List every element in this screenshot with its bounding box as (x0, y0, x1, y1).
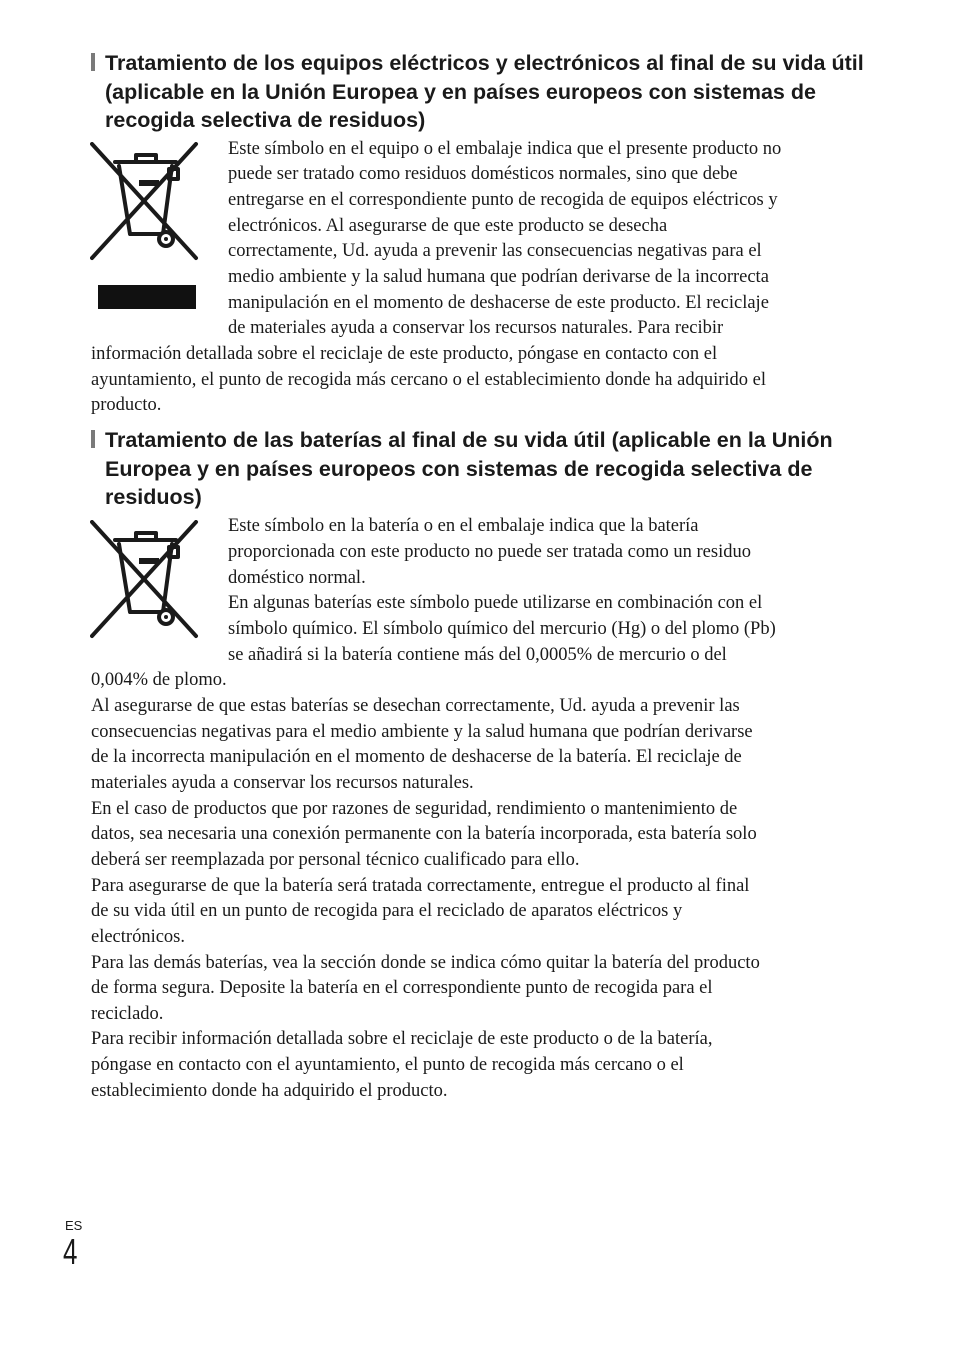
text-line: Al asegurarse de que estas baterías se desechan correctamente, Ud. ayuda a prevenir las (91, 696, 740, 716)
text-line: En el caso de productos que por razones de seguridad, rendimiento o mantenimiento de (91, 799, 738, 819)
text-line: electrónicos. Al asegurarse de que este producto se desecha (228, 216, 668, 236)
text-line: póngase en contacto con el ayuntamiento, el punto de recogida más cercano o el (91, 1055, 684, 1075)
text-line: de materiales ayuda a conservar los recursos naturales. Para recibir (228, 318, 724, 338)
text-line: de su vida útil en un punto de recogida para el reciclado de aparatos eléctricos y (91, 901, 683, 921)
crossed-out-wheelie-bin-icon (90, 520, 200, 640)
text-line: puede ser tratado como residuos domésticos normales, sino que debe (228, 164, 738, 184)
text-line: de forma segura. Deposite la batería en el correspondiente punto de recogida para el (91, 978, 713, 998)
text-line: de la incorrecta manipulación en el momento de deshacerse de la batería. El reciclaje de (91, 747, 742, 767)
section-marker (91, 430, 95, 448)
crossed-out-wheelie-bin-icon (90, 142, 200, 314)
text-line: Este símbolo en la batería o en el embalaje indica que la batería (228, 516, 699, 536)
text-line: materiales ayuda a conservar los recursos naturales. (91, 773, 474, 793)
text-line: Este símbolo en el equipo o el embalaje indica que el presente producto no (228, 139, 782, 159)
text-line: proporcionada con este producto no puede ser tratada como un residuo (228, 542, 751, 562)
text-line: manipulación en el momento de deshacerse de este producto. El reciclaje (228, 293, 769, 313)
text-line: símbolo químico. El símbolo químico del mercurio (Hg) o del plomo (Pb) (228, 619, 776, 639)
text-line: medio ambiente y la salud humana que podrían derivarse de la incorrecta (228, 267, 769, 287)
text-line: doméstico normal. (228, 568, 366, 588)
text-line: deberá ser reemplazada por personal técnico cualificado para ello. (91, 850, 580, 870)
page-number: 4 (63, 1231, 78, 1272)
section-heading-weee: Tratamiento de los equipos eléctricos y electrónicos al final de su vida útil (aplicable en la Unión Europea y en países europeos con sistemas de recogida selectiva de residuos) (105, 51, 864, 133)
text-line: ayuntamiento, el punto de recogida más cercano o el establecimiento donde ha adquirido el (91, 370, 767, 390)
section-heading-batteries: Tratamiento de las baterías al final de su vida útil (aplicable en la Unión Europea y en países europeos con sistemas de recogida selectiva de residuos) (105, 428, 833, 510)
text-line: datos, sea necesaria una conexión permanente con la batería incorporada, esta batería solo (91, 824, 757, 844)
text-line: Para recibir información detallada sobre el reciclaje de este producto o de la batería, (91, 1029, 713, 1049)
text-line: reciclado. (91, 1004, 164, 1024)
text-line: entregarse en el correspondiente punto de recogida de equipos eléctricos y (228, 190, 778, 210)
text-line: Para las demás baterías, vea la sección donde se indica cómo quitar la batería del producto (91, 953, 760, 973)
text-line: Para asegurarse de que la batería será tratada correctamente, entregue el producto al final (91, 876, 750, 896)
page-language-label: ES (65, 1218, 83, 1233)
text-line: consecuencias negativas para el medio ambiente y la salud humana que podrían derivarse (91, 722, 753, 742)
text-line: información detallada sobre el reciclaje de este producto, póngase en contacto con el (91, 344, 718, 364)
text-line: producto. (91, 395, 162, 415)
text-line: En algunas baterías este símbolo puede utilizarse en combinación con el (228, 593, 763, 613)
text-line: se añadirá si la batería contiene más del 0,0005% de mercurio o del (228, 645, 727, 665)
text-line: establecimiento donde ha adquirido el producto. (91, 1081, 448, 1101)
section-marker (91, 53, 95, 71)
text-line: electrónicos. (91, 927, 185, 947)
text-line: 0,004% de plomo. (91, 670, 227, 690)
text-line: correctamente, Ud. ayuda a prevenir las consecuencias negativas para el (228, 241, 762, 261)
